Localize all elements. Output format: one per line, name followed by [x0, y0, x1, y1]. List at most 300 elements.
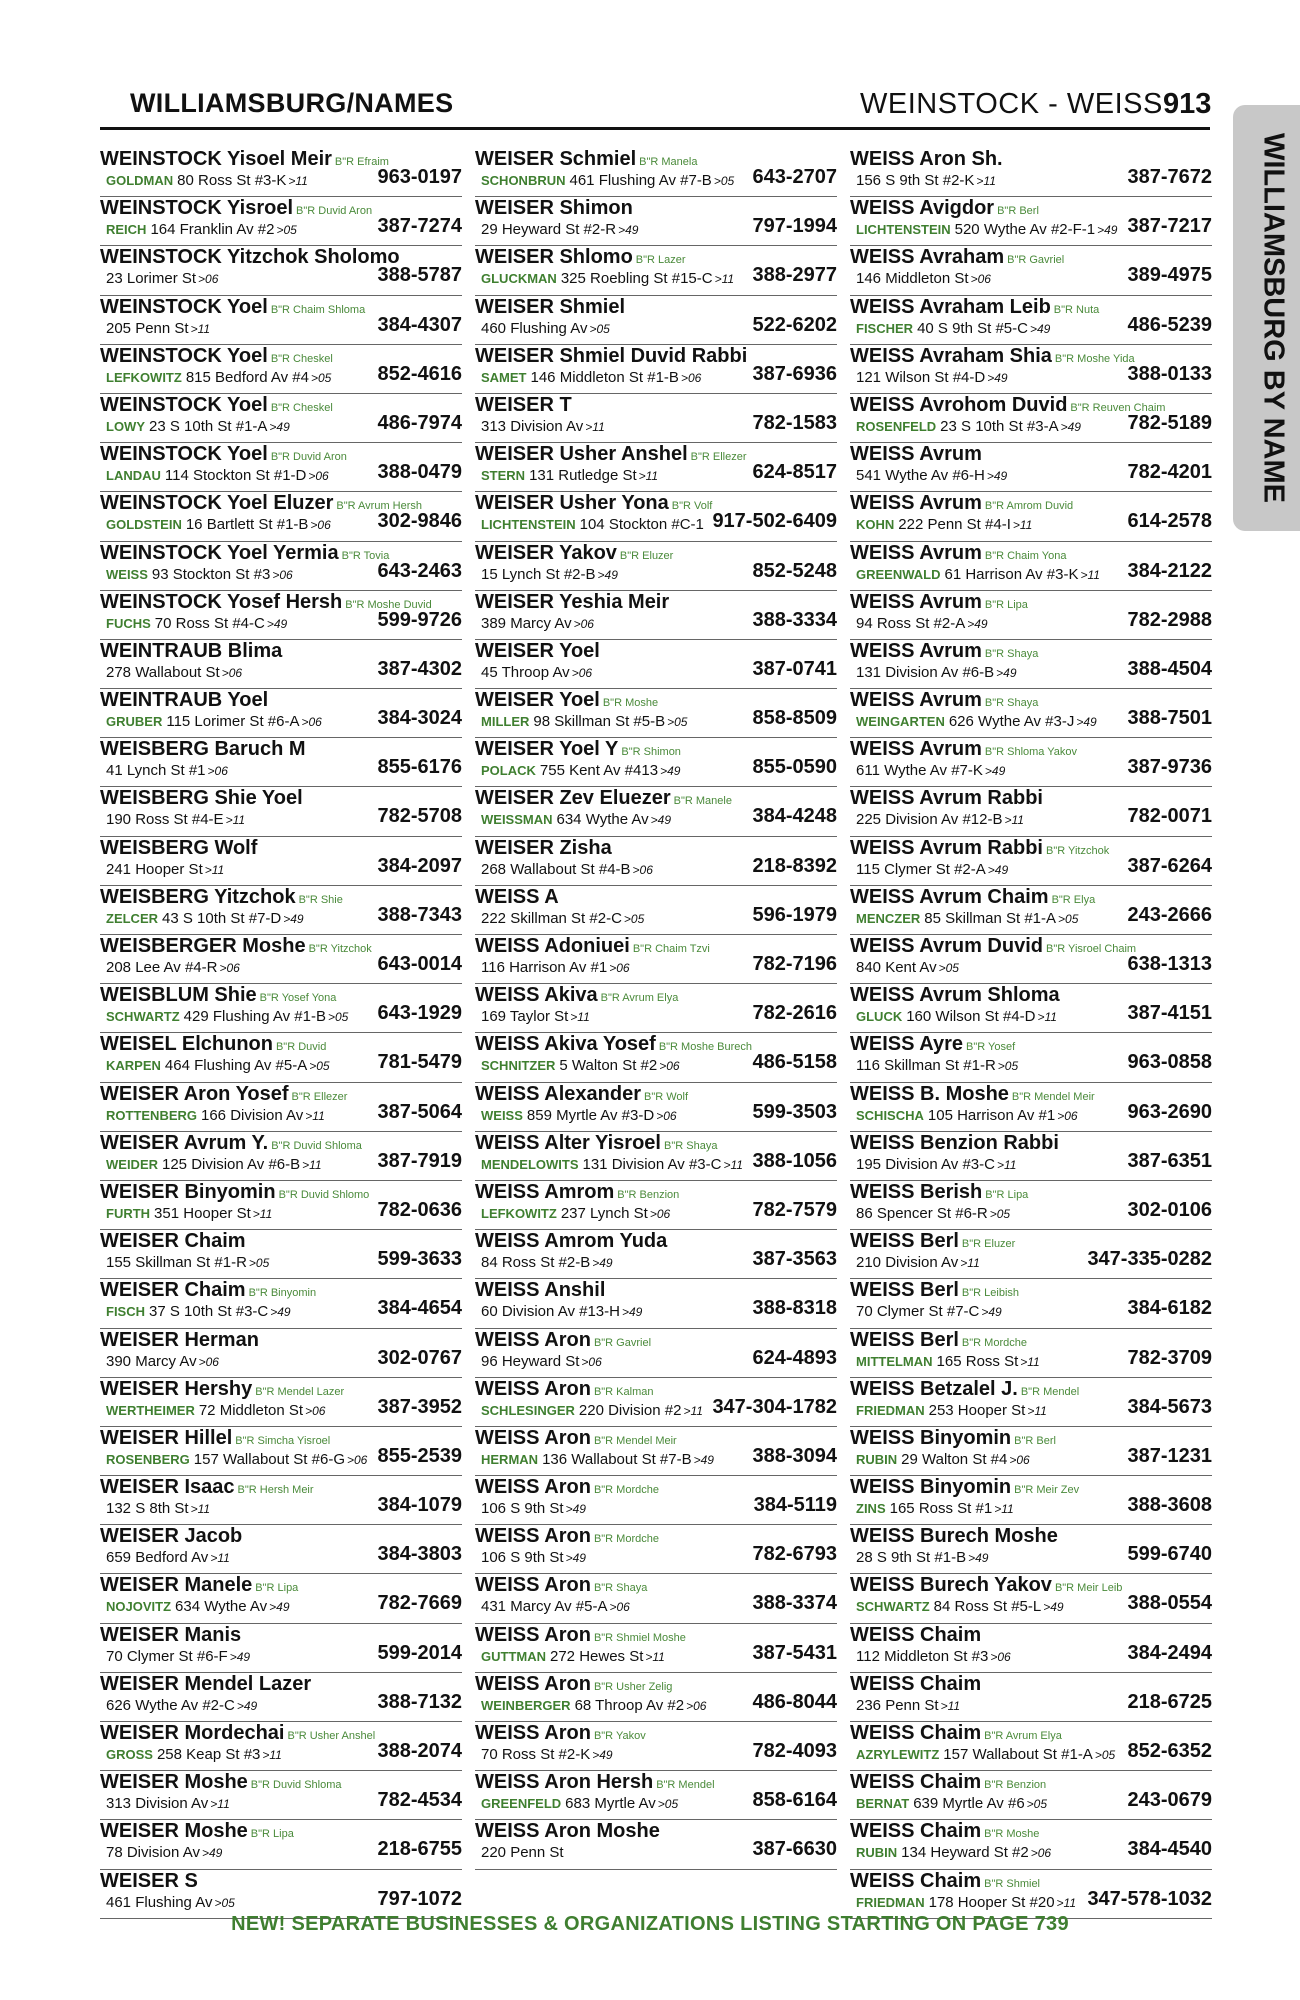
entry-address: 755 Kent Av #413	[539, 762, 659, 780]
entry-address-line	[106, 1696, 257, 1716]
entry-address: 105 Harrison Av #1	[927, 1106, 1056, 1124]
entry-address: 461 Flushing Av	[106, 1893, 213, 1911]
entry-address-line	[481, 171, 734, 191]
entry-name-line	[850, 1279, 1019, 1304]
entry-name: WEISER Yoel Y	[475, 738, 619, 761]
entry-phone: 388-7343	[377, 903, 462, 926]
entry-address-line	[481, 909, 644, 929]
entry-name: WEINSTOCK Yisoel Meir	[100, 148, 332, 170]
entry-zip-code: >06	[609, 1600, 630, 1615]
entry-phone: 302-9846	[377, 510, 462, 533]
entry-father-in-law: B"R Shaya	[664, 1139, 718, 1152]
entry-zip-code: >49	[1043, 1600, 1064, 1615]
listing-entry	[850, 1476, 1212, 1525]
entry-address-line	[106, 171, 308, 191]
entry-address: 115 Lorimer St #6-A	[166, 713, 300, 731]
entry-name: WEISS Berl	[850, 1230, 959, 1253]
entry-father-in-law: B"R Leibish	[961, 1287, 1020, 1300]
entry-name-line	[850, 591, 1028, 616]
entry-zip-code: >49	[236, 1698, 258, 1713]
entry-father-in-law: B"R Wolf	[643, 1090, 689, 1103]
entry-father-in-law: B"R Mordche	[961, 1336, 1027, 1349]
entry-phone: 638-1313	[1127, 953, 1212, 975]
entry-name: WEISER Jacob	[100, 1525, 243, 1548]
entry-phone: 384-3024	[377, 707, 462, 730]
entry-zip-code: >49	[987, 370, 1008, 385]
listing-entry	[475, 984, 837, 1033]
entry-address: 68 Throop Av #2	[574, 1696, 685, 1714]
entry-name: WEISBERG Baruch M	[100, 738, 306, 761]
entry-address-line	[856, 712, 1097, 732]
entry-phone: 388-3094	[752, 1444, 837, 1467]
entry-father-in-law: B"R Mordche	[593, 1484, 659, 1497]
entry-zip-code: >06	[686, 1698, 707, 1713]
entry-zip-code: >06	[308, 469, 329, 484]
listing-entry	[850, 246, 1212, 295]
entry-name: WEISS Chaim	[850, 1771, 982, 1794]
entry-phone: 963-2690	[1127, 1100, 1212, 1123]
entry-address-line	[106, 1794, 230, 1814]
entry-name-line	[475, 984, 678, 1009]
listing-entry	[850, 492, 1212, 541]
entry-address: 146 Middleton St #1-B	[530, 368, 679, 386]
entry-address-line	[481, 1696, 706, 1716]
entry-maiden-name: RUBIN	[856, 1451, 898, 1467]
entry-address: 272 Hewes St	[550, 1647, 644, 1665]
entry-phone: 387-0741	[752, 657, 837, 680]
entry-maiden-name: LICHTENSTEIN	[481, 517, 576, 533]
entry-name: WEISS B. Moshe	[850, 1082, 1009, 1105]
entry-phone: 599-3503	[752, 1100, 837, 1123]
entry-zip-code: >11	[976, 174, 996, 188]
entry-name-line	[475, 1427, 677, 1452]
entry-father-in-law: B"R Lipa	[985, 1188, 1029, 1201]
entry-phone: 782-0636	[377, 1198, 462, 1221]
entry-father-in-law: B"R Usher Zelig	[593, 1680, 673, 1693]
entry-address: 131 Rutledge St	[529, 467, 637, 485]
entry-name: WEISS Aron Sh.	[850, 148, 1003, 170]
entry-maiden-name: RUBIN	[856, 1845, 898, 1861]
entry-name-line	[850, 935, 1136, 960]
listing-entry	[100, 296, 462, 345]
entry-name: WEISER Chaim	[100, 1279, 246, 1302]
entry-address-line	[856, 761, 1005, 781]
listing-entry	[850, 1378, 1212, 1427]
entry-name: WEISER Yoel	[475, 639, 600, 662]
entry-address: 106 S 9th St	[481, 1549, 564, 1567]
entry-zip-code: >11	[190, 1502, 211, 1517]
entry-address: 84 Ross St #5-L	[933, 1598, 1042, 1616]
entry-zip-code: >05	[989, 1206, 1011, 1221]
entry-father-in-law: B"R Cheskel	[270, 401, 333, 414]
entry-phone: 387-1231	[1127, 1444, 1212, 1467]
entry-name: WEISER Mordechai	[100, 1722, 285, 1744]
entry-phone: 852-6352	[1127, 1740, 1212, 1762]
entry-zip-code: >49	[597, 567, 618, 582]
entry-phone: 782-7579	[752, 1198, 837, 1221]
entry-address-line	[856, 1106, 1078, 1126]
entry-address: 225 Division Av #12-B	[856, 811, 1003, 829]
entry-name: WEISS Avrohom Duvid	[850, 393, 1068, 416]
entry-phone: 243-2666	[1127, 903, 1212, 926]
listing-entry	[100, 1820, 462, 1869]
entry-father-in-law: B"R Shaya	[593, 1582, 648, 1595]
entry-phone: 855-0590	[752, 756, 837, 779]
entry-phone: 858-6164	[752, 1789, 837, 1812]
entry-zip-code: >49	[618, 223, 639, 238]
listing-entry	[475, 1378, 837, 1427]
entry-name-line	[475, 1574, 647, 1599]
entry-father-in-law: B"R Duvid Shloma	[250, 1779, 342, 1792]
entry-phone: 852-5248	[752, 559, 837, 582]
entry-name-line	[475, 148, 697, 173]
entry-father-in-law: B"R Shimon	[621, 746, 681, 759]
entry-address-line	[856, 1302, 1002, 1322]
entry-name: WEISS Aron	[475, 1623, 591, 1646]
entry-name-line	[475, 886, 559, 910]
entry-name: WEISS Aron	[475, 1574, 591, 1597]
entry-zip-code: >49	[592, 1748, 613, 1762]
entry-zip-code: >11	[683, 1403, 703, 1418]
entry-father-in-law: B"R Shie	[298, 893, 343, 906]
entry-phone: 596-1979	[752, 903, 837, 926]
entry-name: WEISS Burech Moshe	[850, 1525, 1058, 1548]
entry-address-line	[481, 1597, 630, 1617]
entry-zip-code: >05	[997, 1059, 1019, 1074]
entry-address-line	[856, 860, 1008, 880]
entry-zip-code: >05	[276, 223, 297, 238]
entry-father-in-law: B"R Yosef Yona	[259, 992, 337, 1005]
listing-entry	[850, 1722, 1212, 1771]
entry-father-in-law: B"R Gavriel	[1007, 254, 1065, 267]
listing-entry	[850, 787, 1212, 836]
entry-zip-code: >49	[269, 1600, 290, 1615]
entry-address: 45 Throop Av	[481, 663, 570, 681]
entry-name-line	[850, 984, 1060, 1008]
entry-name-line	[475, 1083, 688, 1108]
entry-father-in-law: B"R Cheskel	[270, 352, 333, 365]
entry-maiden-name: REICH	[106, 222, 147, 238]
listing-entry	[100, 1033, 462, 1082]
listing-entry	[850, 1279, 1212, 1328]
entry-maiden-name: GRUBER	[106, 714, 163, 730]
listing-entry	[475, 1673, 837, 1722]
entry-zip-code: >11	[994, 1502, 1014, 1517]
entry-address: 70 Clymer St #6-F	[106, 1647, 228, 1665]
entry-address-line	[481, 1745, 613, 1765]
entry-address-line	[481, 1647, 665, 1667]
entry-name: WEISS Aron	[475, 1328, 591, 1351]
entry-phone: 388-1056	[752, 1149, 837, 1172]
entry-phone: 643-2707	[752, 166, 837, 188]
entry-maiden-name: KOHN	[856, 517, 895, 533]
listing-entry	[475, 394, 837, 443]
entry-address-line	[856, 1056, 1018, 1076]
entry-address: 208 Lee Av #4-R	[106, 959, 218, 976]
entry-address: 16 Bartlett St #1-B	[185, 516, 309, 534]
entry-maiden-name: SCHLESINGER	[481, 1402, 575, 1418]
entry-father-in-law: B"R Eluzer	[961, 1238, 1016, 1251]
entry-phone: 388-0554	[1127, 1592, 1212, 1615]
listing-entry	[850, 1525, 1212, 1574]
entry-address-line	[481, 1106, 677, 1126]
entry-address: 164 Franklin Av #2	[150, 221, 275, 239]
entry-phone: 387-3952	[377, 1395, 462, 1418]
entry-father-in-law: B"R Avrum Elya	[984, 1730, 1062, 1742]
entry-name: WEISS Aron Moshe	[475, 1820, 660, 1843]
entry-maiden-name: HERMAN	[481, 1451, 539, 1467]
entry-name-line	[475, 1673, 672, 1698]
entry-father-in-law: B"R Manela	[639, 156, 698, 168]
entry-name-line	[100, 1624, 241, 1648]
entry-name-line	[100, 1230, 246, 1254]
entry-address: 325 Roebling St #15-C	[560, 270, 713, 288]
entry-address: 121 Wilson St #4-D	[856, 368, 986, 386]
entry-phone: 384-6182	[1127, 1297, 1212, 1320]
entry-address-line	[106, 1597, 290, 1617]
entry-name: WEISS Burech Yakov	[850, 1574, 1052, 1597]
entry-phone: 782-7669	[377, 1592, 462, 1615]
entry-phone: 855-2539	[377, 1444, 462, 1467]
listing-entry	[100, 1870, 462, 1919]
entry-address-line	[856, 368, 1008, 388]
listing-entry	[100, 1427, 462, 1476]
entry-name: WEISBERG Shie Yoel	[100, 787, 303, 810]
entry-phone: 218-8392	[752, 854, 837, 877]
listing-entry	[100, 787, 462, 836]
entry-address: 236 Penn St	[856, 1696, 939, 1714]
entry-name-line	[475, 197, 633, 221]
entry-phone: 797-1994	[752, 215, 837, 238]
entry-father-in-law: B"R Binyomin	[248, 1287, 317, 1300]
entry-phone: 963-0197	[377, 166, 462, 188]
entry-name: WEISER Manis	[100, 1623, 242, 1646]
entry-name: WEISER Chaim	[100, 1230, 246, 1253]
entry-name-line	[475, 443, 747, 468]
entry-maiden-name: FURTH	[106, 1205, 151, 1221]
listing-entry	[475, 443, 837, 492]
entry-name: WEISER Hillel	[100, 1426, 233, 1449]
entry-name: WEISER Shimon	[475, 197, 633, 220]
listing-entry	[100, 1525, 462, 1574]
entry-father-in-law: B"R Lazer	[635, 254, 686, 267]
entry-name: WEISER Avrum Y.	[100, 1131, 269, 1154]
listing-column-3	[850, 148, 1212, 1919]
entry-address-line	[106, 1204, 272, 1224]
entry-address: 429 Flushing Av #1-B	[183, 1008, 326, 1026]
entry-name-line	[475, 837, 612, 861]
entry-maiden-name: SCHNITZER	[481, 1058, 556, 1074]
entry-address: 41 Lynch St #1	[106, 762, 206, 780]
listing-entry	[475, 1427, 837, 1476]
entry-father-in-law: B"R Yitzchok	[308, 943, 372, 955]
entry-name: WEISER Usher Yona	[475, 492, 669, 515]
entry-name-line	[475, 492, 712, 517]
entry-zip-code: >11	[645, 1649, 665, 1664]
listing-entry	[850, 738, 1212, 787]
entry-address: 859 Myrtle Av #3-D	[526, 1106, 655, 1124]
entry-zip-code: >06	[581, 1354, 602, 1369]
entry-address: 23 S 10th St #1-A	[149, 417, 268, 435]
entry-name-line	[100, 1378, 344, 1403]
entry-name: WEISS Betzalel J.	[850, 1377, 1018, 1400]
listing-entry	[475, 1624, 837, 1673]
entry-name: WEINSTOCK Yisroel	[100, 197, 294, 220]
entry-address: 155 Skillman St #1-R	[106, 1254, 247, 1272]
entry-address-line	[481, 1253, 613, 1273]
entry-name: WEINSTOCK Yoel	[100, 344, 268, 367]
entry-maiden-name: GUTTMAN	[481, 1648, 546, 1664]
entry-zip-code: >49	[565, 1551, 586, 1566]
entry-zip-code: >06	[573, 616, 594, 631]
entry-phone: 388-3374	[752, 1592, 837, 1615]
entry-phone: 384-4654	[377, 1297, 462, 1320]
entry-maiden-name: GROSS	[106, 1747, 153, 1762]
entry-address-line	[856, 614, 988, 634]
entry-address-line	[481, 761, 680, 781]
entry-address-line	[106, 1302, 291, 1322]
entry-name-line	[100, 1574, 298, 1599]
entry-address-line	[481, 466, 658, 486]
entry-phone: 388-2074	[377, 1740, 462, 1762]
entry-address: 165 Ross St #1	[889, 1500, 993, 1518]
entry-phone: 782-4534	[377, 1789, 462, 1812]
entry-address: 464 Flushing Av #5-A	[164, 1057, 308, 1075]
entry-phone: 384-4307	[377, 313, 462, 336]
entry-name: WEISER Shmiel Duvid Rabbi	[475, 344, 748, 367]
entry-address-line	[481, 1843, 564, 1863]
entry-zip-code: >06	[1030, 1846, 1052, 1861]
entry-name: WEISS Avrum Chaim	[850, 885, 1049, 908]
entry-address-line	[856, 319, 1050, 339]
entry-address: 253 Hooper St	[928, 1401, 1026, 1419]
entry-address: 29 Heyward St #2-R	[481, 221, 617, 239]
entry-name: WEISS Avrum	[850, 492, 982, 515]
entry-address-line	[106, 614, 287, 634]
entry-name: WEISER Yakov	[475, 541, 617, 564]
entry-name: WEISS Avigdor	[850, 197, 995, 220]
entry-zip-code: >49	[283, 911, 304, 926]
listing-entry	[850, 837, 1212, 886]
entry-address-line	[856, 565, 1100, 585]
entry-phone: 388-3334	[752, 608, 837, 631]
entry-name-line	[475, 787, 732, 812]
entry-father-in-law: B"R Mendel Meir	[593, 1434, 677, 1447]
entry-address-line	[106, 1843, 222, 1863]
entry-father-in-law: B"R Yakov	[593, 1730, 646, 1742]
entry-father-in-law: B"R Manele	[673, 795, 732, 808]
listing-entry	[475, 1181, 837, 1230]
entry-name: WEISS Avraham Leib	[850, 295, 1051, 318]
entry-maiden-name: SCHWARTZ	[106, 1009, 180, 1025]
entry-address-line	[856, 1647, 1011, 1667]
entry-name-line	[850, 1476, 1079, 1501]
entry-name: WEISS Avraham Shia	[850, 344, 1052, 367]
entry-father-in-law: B"R Moshe	[602, 697, 659, 710]
entry-address: 134 Heyward St #2	[901, 1844, 1029, 1862]
entry-father-in-law: B"R Efraim	[334, 156, 389, 168]
entry-address-line	[856, 810, 1024, 830]
entry-phone: 522-6202	[752, 313, 837, 336]
entry-name: WEISS Avraham	[850, 246, 1005, 269]
entry-zip-code: >49	[621, 1305, 643, 1320]
entry-address: 460 Flushing Av	[481, 319, 588, 337]
listing-entry	[100, 738, 462, 787]
entry-phone: 486-5158	[752, 1051, 837, 1074]
entry-father-in-law: B"R Usher Anshel	[287, 1730, 376, 1742]
entry-zip-code: >11	[210, 1551, 230, 1566]
listing-entry	[100, 1230, 462, 1279]
listing-entry	[100, 394, 462, 443]
listing-entry	[475, 1132, 837, 1181]
entry-address: 390 Marcy Av	[106, 1352, 197, 1370]
entry-address-line	[856, 1893, 1076, 1913]
listing-entry	[100, 1083, 462, 1132]
listing-entry	[850, 1181, 1212, 1230]
listing-entry	[850, 1230, 1212, 1279]
entry-name: WEISS Berish	[850, 1180, 983, 1203]
listing-entry	[475, 591, 837, 640]
entry-address-line	[106, 1499, 210, 1519]
entry-father-in-law: B"R Mendel	[1020, 1385, 1080, 1398]
entry-address-line	[481, 1352, 602, 1372]
entry-zip-code: >05	[667, 715, 688, 730]
entry-name: WEISER Yeshia Meir	[475, 590, 670, 613]
entry-name-line	[100, 787, 303, 811]
entry-address: 157 Wallabout St #6-G	[193, 1450, 345, 1468]
entry-father-in-law: B"R Duvid Shlomo	[278, 1188, 370, 1201]
entry-address-line	[856, 958, 959, 978]
entry-address: 634 Wythe Av	[175, 1598, 268, 1616]
entry-father-in-law: B"R Berl	[997, 205, 1039, 218]
listing-entry	[100, 640, 462, 689]
entry-father-in-law: B"R Reuven Chaim	[1070, 401, 1166, 414]
entry-name-line	[850, 1525, 1058, 1549]
listing-entry	[100, 345, 462, 394]
entry-zip-code: >11	[288, 174, 308, 188]
entry-address-line	[856, 1352, 1040, 1372]
entry-maiden-name: WEISS	[106, 566, 148, 582]
entry-name-line	[100, 1132, 362, 1157]
entry-zip-code: >05	[938, 961, 959, 975]
entry-zip-code: >11	[204, 862, 225, 877]
entry-name-line	[100, 197, 372, 222]
entry-name-line	[475, 1329, 651, 1354]
entry-address: 5 Walton St #2	[559, 1057, 658, 1075]
entry-address-line	[856, 1499, 1014, 1519]
listing-entry	[475, 1083, 837, 1132]
entry-phone: 389-4975	[1127, 264, 1212, 287]
entry-phone: 599-6740	[1127, 1543, 1212, 1566]
entry-zip-code: >06	[656, 1108, 677, 1123]
entry-name-line	[850, 1673, 981, 1697]
entry-name-line	[100, 1820, 294, 1845]
entry-maiden-name: WEINGARTEN	[856, 714, 945, 730]
listing-entry	[850, 1771, 1212, 1820]
entry-maiden-name: ZELCER	[106, 910, 158, 926]
entry-zip-code: >49	[967, 616, 988, 631]
entry-name: WEISS Alter Yisroel	[475, 1131, 661, 1154]
entry-phone: 347-335-0282	[1087, 1248, 1212, 1271]
entry-zip-code: >49	[986, 469, 1008, 484]
entry-zip-code: >49	[987, 862, 1009, 877]
listing-entry	[100, 1771, 462, 1820]
entry-name: WEISBERGER Moshe	[100, 935, 306, 957]
entry-zip-code: >49	[229, 1649, 251, 1664]
listing-entry	[100, 689, 462, 738]
entry-zip-code: >05	[657, 1797, 679, 1812]
entry-zip-code: >05	[1094, 1748, 1116, 1762]
